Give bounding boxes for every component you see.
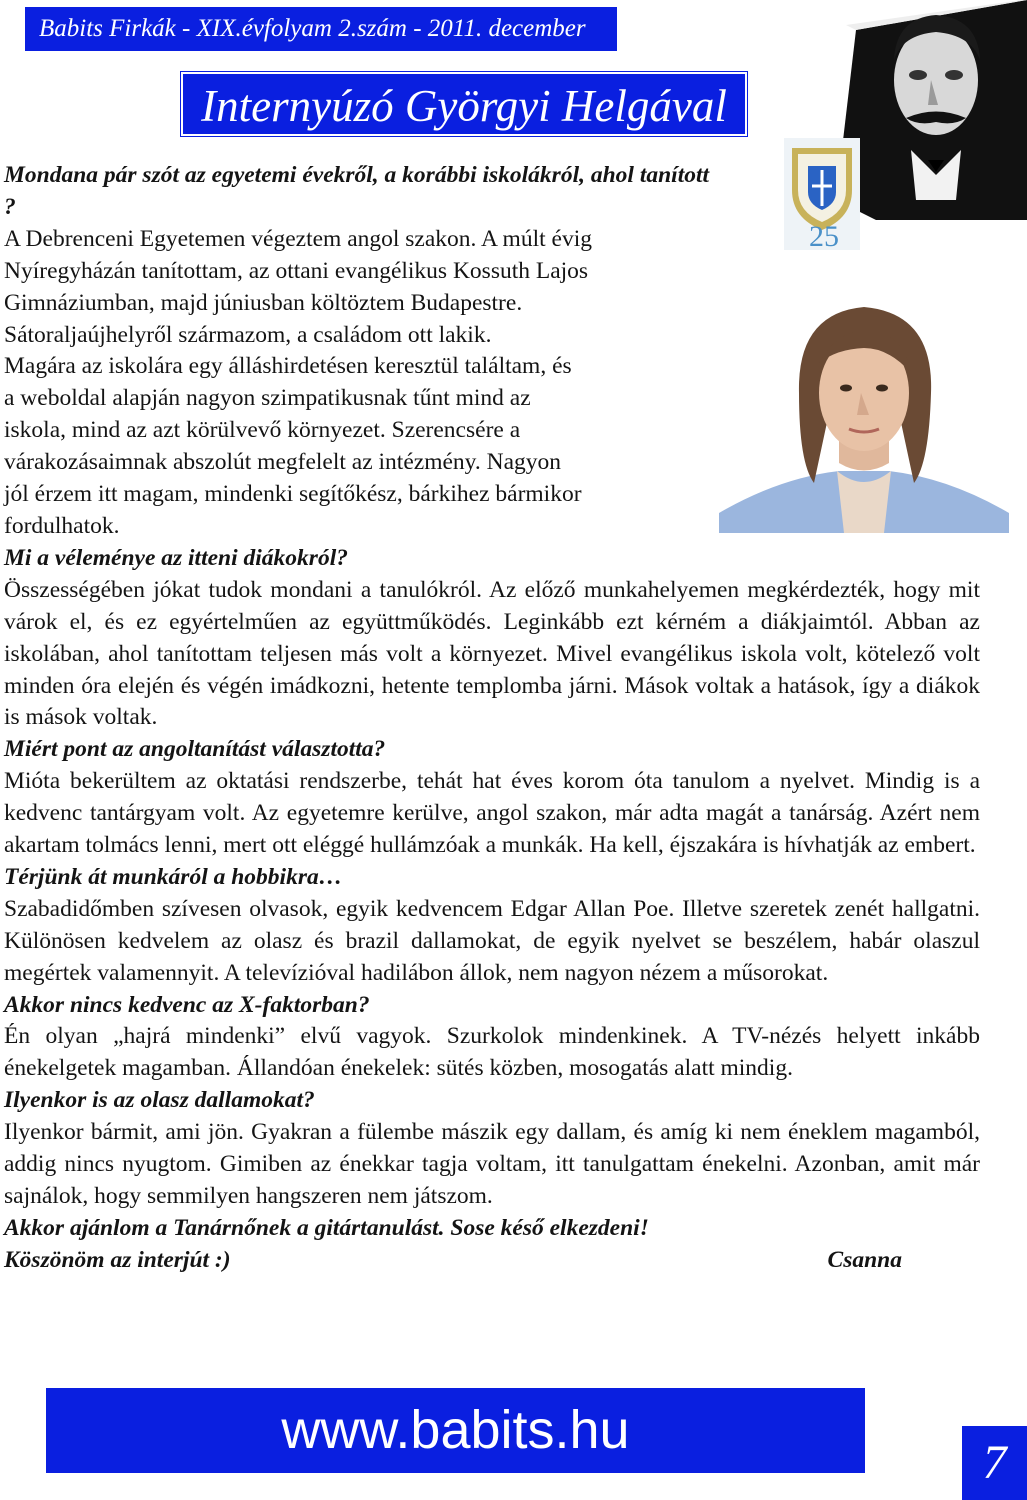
badge-number: 25: [809, 220, 839, 250]
intro-answer-line: jól érzem itt magam, mindenki segítőkész, bárkihez bármikor: [4, 481, 582, 508]
website-banner[interactable]: [46, 1388, 865, 1473]
interview-article: [4, 160, 980, 1277]
answer-italian-melodies: Ilyenkor bármit, ami jön. Gyakran a fülembe mászik egy dallam, és amíg ki nem éneklem magamból, addig nincs nyugtom. Gimiben az énekkar tagja voltam, itt tanulgattam énekelni. Azonban, amit már sajnálok, hogy semmilyen hangszeren nem játszom.: [4, 1119, 980, 1209]
intro-answer-line: Nyíregyházán tanítottam, az ottani evangélikus Kossuth Lajos: [4, 257, 589, 284]
intro-answer-line: Gimnáziumban, majd júniusban költöztem Budapestre.: [4, 289, 523, 316]
article-title: [181, 72, 747, 136]
article-title-text: Internyúzó Györgyi Helgával: [201, 81, 727, 131]
intro-question: Mondana pár szót az egyetemi évekről, a korábbi iskolákról, ahol tanított ?: [4, 162, 710, 220]
question-italian-melodies: Ilyenkor is az olasz dallamokat?: [4, 1087, 315, 1114]
answer-english-teaching: Mióta bekerültem az oktatási rendszerbe, tehát hat éves korom óta tanulom a nyelvet. Mindig is a kedvenc tantárgyam volt. Az egyetemre kerülve, angol szakon, már adta magát a tanárság. Azért nem akartam tolmács lenni, mert ott eléggé hullámzóak a munkák. Ha kell, éjszakára is hívhatják az embert.: [4, 768, 980, 859]
issue-line: Babits Firkák - XIX.évfolyam 2.szám - 2011. december: [39, 15, 586, 42]
intro-answer-line: A Debrenceni Egyetemen végeztem angol szakon. A múlt évig: [4, 225, 592, 252]
page-number: 7: [982, 1436, 1007, 1489]
page-number-box: [962, 1426, 1027, 1500]
answer-students: Összességében jókat tudok mondani a tanulókról. Az előző munkahelyemen megkérdezték, hogy mit várok el, és ez egyértelműen az együttműködés. Leginkább ezt kérném a diákjaimtól. Abban az iskolában, ahol tanítottam teljesen más volt a környezet. Mivel evangélikus iskola volt, kötelező volt minden óra elején és végén imádkozni, hetente templomba járni. Mások voltak a hatások, így a diákok is mások voltak.: [4, 576, 980, 731]
question-students: Mi a véleménye az itteni diákokról?: [4, 544, 348, 571]
intro-answer: [4, 224, 980, 543]
answer-hobbies: Szabadidőmben szívesen olvasok, egyik kedvencem Edgar Allan Poe. Illetve szeretek zenét hallgatni. Különösen kedvelem az olasz és brazil dallamokat, de egyik nyelvet se beszélem, habár olaszul megértek valamennyit. A televízióval hadilábon állok, nem nagyon nézem a műsorokat.: [4, 895, 980, 986]
question-hobbies: Térjünk át munkáról a hobbikra…: [4, 863, 343, 890]
author-name: Csanna: [827, 1246, 902, 1273]
intro-answer-line: iskola, mind az azt körülvevő környezet. Szerencsére a: [4, 417, 521, 444]
question-english-teaching: Miért pont az angoltanítást választotta?: [4, 736, 386, 763]
website-url[interactable]: www.babits.hu: [281, 1400, 630, 1460]
answer-x-factor: Én olyan „hajrá mindenki” elvű vagyok. Szurkolok mindenkinek. A TV-nézés helyett inkább énekelgetek magamban. Állandóan énekelek: sütés közben, mosogatás alatt mindig.: [4, 1023, 980, 1082]
intro-answer-line: várakozásaimnak abszolút megfelelt az intézmény. Nagyon: [4, 449, 562, 476]
intro-answer-line: Magára az iskolára egy álláshirdetésen keresztül találtam, és: [4, 353, 572, 380]
signature-line: [4, 1245, 902, 1277]
intro-answer-line: Sátoraljaújhelyről származom, a családom ott lakik.: [4, 321, 492, 348]
intro-answer-line: a weboldal alapján nagyon szimpatikusnak tűnt mind az: [4, 385, 531, 412]
question-x-factor: Akkor nincs kedvenc az X-faktorban?: [4, 991, 370, 1018]
intro-answer-line: fordulhatok.: [4, 512, 120, 539]
closing-remark: Akkor ajánlom a Tanárnőnek a gitártanulást. Sose késő elkezdeni!: [4, 1214, 649, 1241]
issue-header: [25, 7, 617, 51]
thanks-text: Köszönöm az interjút :): [4, 1246, 231, 1273]
